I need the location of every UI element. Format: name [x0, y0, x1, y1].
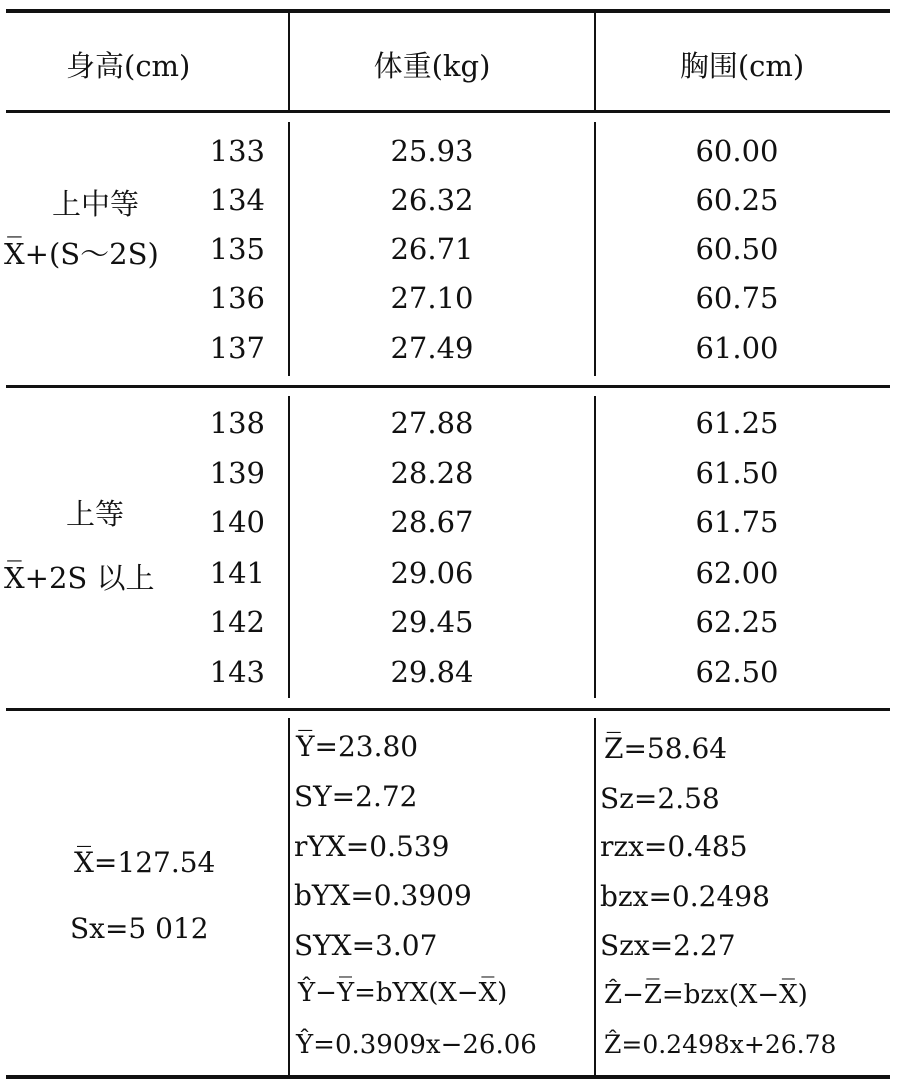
table-row-height: 136 [209, 281, 265, 315]
top-rule [6, 9, 890, 13]
bottom-rule [6, 1075, 890, 1079]
col-divider-1-group1 [288, 122, 290, 376]
weight-regression-eq: Ŷ=0.3909x−26.06 [296, 1030, 537, 1060]
table-row-height: 133 [209, 134, 265, 168]
table-row-height: 135 [209, 232, 265, 266]
height-sd: Sx=5 012 [70, 912, 209, 945]
table-row-height: 139 [209, 456, 265, 490]
table-row-height: 140 [209, 505, 265, 539]
table-row-height: 138 [209, 406, 265, 440]
chest-stat-line: Sz=2.58 [600, 782, 720, 815]
group1-label: 上中等 [52, 187, 140, 221]
table-row-weight: 27.88 [390, 406, 474, 440]
table-row-chest: 60.50 [695, 232, 779, 266]
table-row-height: 137 [209, 331, 265, 365]
group2-criterion: X̅+2S 以上 [4, 561, 155, 595]
table-row-chest: 60.00 [695, 134, 779, 168]
table-row-weight: 29.84 [390, 655, 474, 689]
header-rule [6, 110, 890, 113]
group-rule-2 [6, 708, 890, 711]
weight-stat-line: Y̅=23.80 [296, 730, 419, 763]
table-row-chest: 61.00 [695, 331, 779, 365]
chest-regression-eq: Ẑ=0.2498x+26.78 [604, 1030, 837, 1059]
table-row-chest: 62.50 [695, 655, 779, 689]
table-row-chest: 62.00 [695, 556, 779, 590]
col-divider-2-stats [594, 718, 596, 1075]
header-height: 身高(cm) [66, 49, 191, 83]
group-rule-1 [6, 385, 890, 388]
weight-stat-line: SYX=3.07 [294, 929, 438, 962]
height-mean: X̅=127.54 [74, 846, 216, 879]
chest-stat-line: Szx=2.27 [600, 929, 736, 962]
table-row-chest: 61.50 [695, 456, 779, 490]
col-divider-1-stats [288, 718, 290, 1075]
table-row-height: 143 [209, 655, 265, 689]
weight-stat-line: bYX=0.3909 [294, 879, 472, 912]
table-row-chest: 62.25 [695, 605, 779, 639]
table-row-weight: 27.10 [390, 281, 474, 315]
chest-stat-line: rzx=0.485 [600, 830, 748, 863]
table-row-weight: 27.49 [390, 331, 474, 365]
table-row-chest: 60.25 [695, 183, 779, 217]
table-row-chest: 61.75 [695, 505, 779, 539]
table-row-chest: 61.25 [695, 406, 779, 440]
group2-label: 上等 [66, 497, 125, 531]
col-divider-2-group1 [594, 122, 596, 376]
weight-stat-line: rYX=0.539 [294, 830, 450, 863]
header-weight: 体重(kg) [373, 49, 491, 83]
table-row-height: 141 [209, 556, 265, 590]
table-row-weight: 29.45 [390, 605, 474, 639]
col-divider-2-group2 [594, 396, 596, 698]
table-row-weight: 25.93 [390, 134, 474, 168]
table-row-height: 134 [209, 183, 265, 217]
header-chest: 胸围(cm) [679, 49, 805, 83]
table-row-weight: 28.28 [390, 456, 474, 490]
table-row-chest: 60.75 [695, 281, 779, 315]
table-row-weight: 26.71 [390, 232, 474, 266]
chest-regression-form: Ẑ−Z̅=bzx(X−X̅) [604, 980, 808, 1010]
table-row-weight: 28.67 [390, 505, 474, 539]
chest-stat-line: Z̅=58.64 [604, 732, 728, 765]
col-divider-2-header [594, 13, 596, 110]
col-divider-1-group2 [288, 396, 290, 698]
table-row-weight: 26.32 [390, 183, 474, 217]
weight-stat-line: SY=2.72 [294, 780, 418, 813]
weight-regression-form: Ŷ−Y̅=bYX(X−X̅) [298, 978, 508, 1008]
table-row-weight: 29.06 [390, 556, 474, 590]
group1-criterion: X̅+(S～2S) [4, 237, 159, 271]
table-row-height: 142 [209, 605, 265, 639]
col-divider-1-header [288, 13, 290, 110]
chest-stat-line: bzx=0.2498 [600, 880, 770, 913]
